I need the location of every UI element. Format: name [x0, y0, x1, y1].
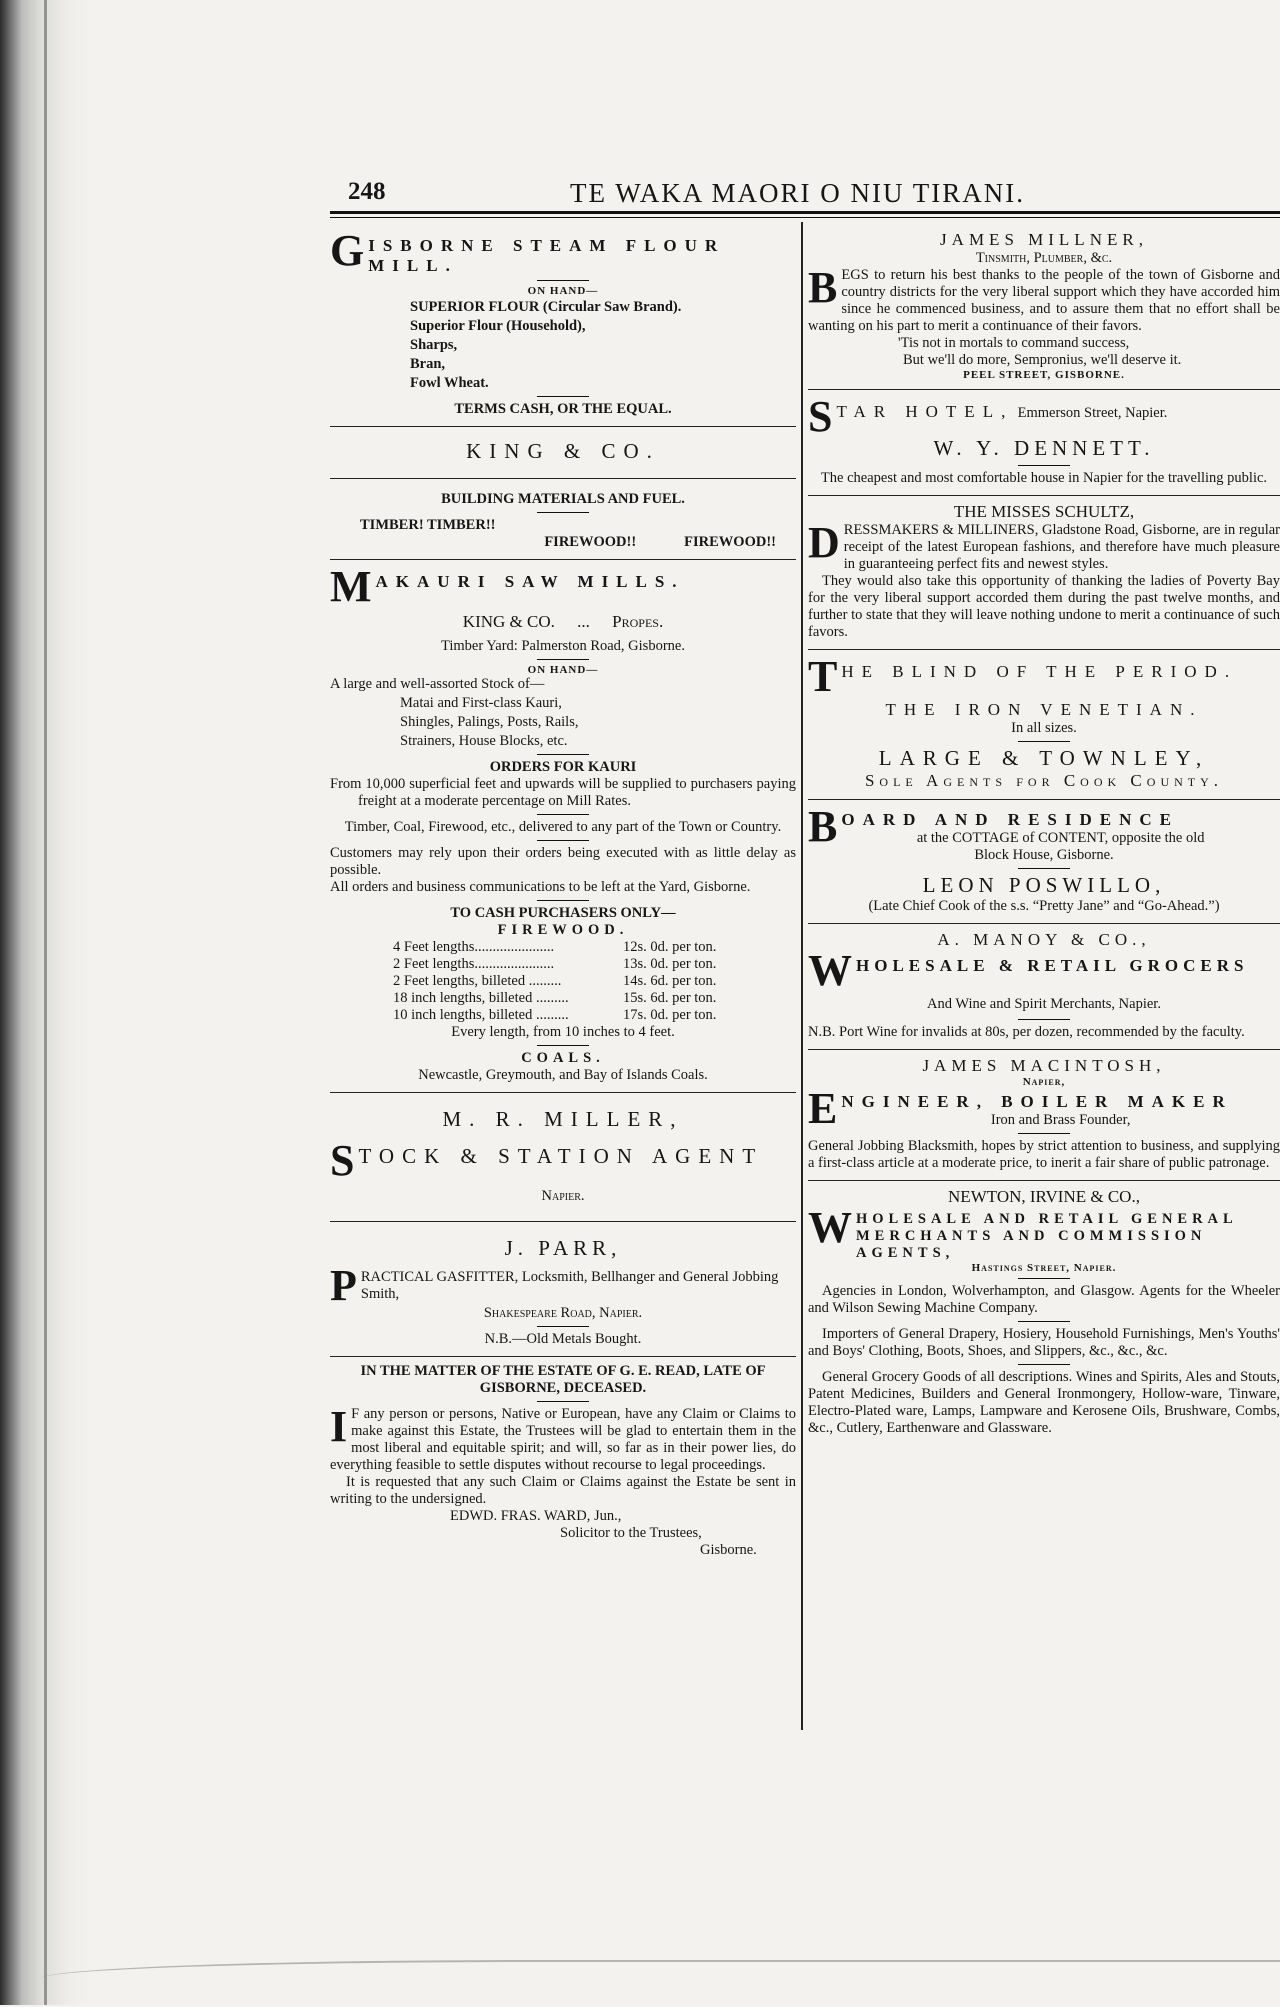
- price-value: 15s. 6d. per ton.: [623, 990, 717, 1006]
- drop-cap: T: [808, 652, 838, 701]
- place: Napier.: [541, 1188, 585, 1204]
- proprietor: LEON POSWILLO,: [922, 873, 1166, 897]
- price-row: [330, 939, 796, 956]
- ad-gisborne-flour-mill: [330, 224, 796, 427]
- ad-title: HE BLIND OF THE PERIOD.: [841, 662, 1238, 681]
- stock-intro: A large and well-assorted Stock of—: [330, 676, 545, 692]
- ad-read-estate: [330, 1357, 796, 1567]
- list-item: Sharps,: [410, 337, 458, 353]
- trader-name: A. MANOY & CO.,: [937, 930, 1151, 949]
- signatory-role: Solicitor to the Trustees,: [560, 1525, 702, 1541]
- ad-parr: [330, 1222, 796, 1357]
- drop-cap: B: [808, 263, 838, 312]
- ad-title: HOLESALE & RETAIL GROCERS: [856, 956, 1249, 975]
- ad-subtitle: Iron and Brass Founder,: [990, 1112, 1131, 1128]
- agent-name: M. R. MILLER,: [442, 1107, 684, 1131]
- ad-manoy: [808, 924, 1280, 1050]
- signatory-place: Gisborne.: [700, 1542, 757, 1558]
- drop-cap: I: [330, 1402, 348, 1451]
- on-hand-label: ON HAND—: [527, 664, 599, 676]
- orders-text: From 10,000 superficial feet and upwards will be supplied to purchasers paying freight at a moderate percentage on Mill Rates.: [330, 776, 796, 809]
- list-item: SUPERIOR FLOUR (Circular Saw Brand).: [410, 299, 682, 315]
- page-title: TE WAKA MAORI O NIU TIRANI.: [570, 178, 1025, 208]
- notice-heading: IN THE MATTER OF THE ESTATE OF G. E. READ, LATE OF GISBORNE, DECEASED.: [360, 1363, 766, 1396]
- binding-line: [44, 0, 47, 2005]
- firewood-b: FIREWOOD!!: [684, 534, 776, 550]
- ad-board-residence: [808, 800, 1280, 924]
- sole-agents: Sole Agents for Cook County.: [864, 771, 1224, 790]
- price-label: 10 inch lengths, billeted .........: [393, 1007, 569, 1023]
- every-length: Every length, from 10 inches to 4 feet.: [451, 1024, 675, 1040]
- price-label: 18 inch lengths, billeted .........: [393, 990, 569, 1006]
- list-item: Bran,: [410, 356, 446, 372]
- props-name: KING & CO.: [462, 612, 555, 631]
- trade: Tinsmith, Plumber, &c.: [975, 250, 1113, 266]
- orders-heading: ORDERS FOR KAURI: [489, 759, 637, 775]
- price-row: [330, 956, 796, 973]
- price-value: 14s. 6d. per ton.: [623, 973, 717, 989]
- cash-heading: TO CASH PURCHASERS ONLY—: [450, 905, 676, 921]
- props-dots: ...: [577, 612, 590, 631]
- price-value: 17s. 0d. per ton.: [623, 1007, 717, 1023]
- timber-line: TIMBER! TIMBER!!: [360, 517, 496, 533]
- drop-cap: B: [808, 802, 838, 851]
- hotel-location: Emmerson Street, Napier.: [1017, 405, 1168, 421]
- ad-title: TAR HOTEL,: [836, 402, 1014, 421]
- ad-text: at the COTTAGE of CONTENT, opposite the old: [916, 830, 1205, 846]
- ad-makauri-saw-mills: [330, 560, 796, 1093]
- signatory: EDWD. FRAS. WARD, Jun.,: [450, 1508, 622, 1524]
- price-row: [330, 973, 796, 990]
- ad-text: EGS to return his best thanks to the people of the town of Gisborne and country districts for the very liberal support which they have accorded him since he commenced business, and to assure them that no effort shall be wanting on his part to merit a continuance of their favors.: [808, 267, 1280, 334]
- coals-text: Newcastle, Greymouth, and Bay of Islands Coals.: [418, 1067, 708, 1083]
- drop-cap: W: [808, 1203, 852, 1252]
- ad-subtitle: THE IRON VENETIAN.: [885, 700, 1203, 719]
- price-row: [330, 990, 796, 1007]
- list-item: Superior Flour (Household),: [410, 318, 586, 334]
- price-label: 2 Feet lengths......................: [393, 956, 555, 972]
- header-rule: [330, 211, 1280, 214]
- stock-item: Matai and First-class Kauri,: [400, 695, 562, 711]
- ad-miller: [330, 1093, 796, 1222]
- agents-name: LARGE & TOWNLEY,: [878, 746, 1210, 770]
- ad-title: ISBORNE STEAM FLOUR MILL.: [368, 236, 726, 275]
- trader-name: J. PARR,: [504, 1236, 622, 1260]
- firewood-heading: FIREWOOD.: [497, 922, 629, 938]
- price-label: 4 Feet lengths......................: [393, 939, 555, 955]
- nb-text: N.B. Port Wine for invalids at 80s, per dozen, recommended by the faculty.: [808, 1024, 1245, 1040]
- ad-text: General Jobbing Blacksmith, hopes by strict attention to business, and supplying a first-class article at a moderate price, to inerit a fair share of public patronage.: [808, 1138, 1280, 1171]
- section-heading: BUILDING MATERIALS AND FUEL.: [441, 491, 685, 507]
- address: PEEL STREET, GISBORNE.: [963, 369, 1125, 381]
- drop-cap: W: [808, 946, 852, 995]
- drop-cap: S: [330, 1136, 355, 1185]
- ad-title: TOCK & STATION AGENT: [358, 1144, 764, 1168]
- props-label: Propes.: [612, 612, 664, 631]
- right-column: [808, 224, 1280, 1445]
- ad-title: OARD AND RESIDENCE: [841, 810, 1179, 829]
- ad-blind: [808, 650, 1280, 800]
- ad-newton-irvine: [808, 1181, 1280, 1445]
- ad-macintosh: [808, 1050, 1280, 1181]
- ad-text: General Grocery Goods of all descriptions. Wines and Spirits, Ales and Stouts, Patent Medicines, Builders and General Ironmongery, Hollow-ware, Tinware, Electro-Plated ware, Lamps, Lampware and Kerosene Oils, Brushware, Combs, &c., Cutlery, Earthenware and Glassware.: [808, 1369, 1280, 1436]
- notice-text: It is requested that any such Claim or Claims against the Estate be sent in writing to the undersigned.: [330, 1474, 796, 1507]
- trader-name: NEWTON, IRVINE & CO.,: [948, 1187, 1140, 1206]
- trader-name: THE MISSES SCHULTZ,: [953, 502, 1135, 521]
- ad-text: Block House, Gisborne.: [974, 847, 1114, 863]
- header-rule-thin: [330, 217, 1280, 218]
- place: Napier,: [1022, 1076, 1066, 1088]
- page-curl: [40, 1960, 1280, 2007]
- orders-location: All orders and business communications to be left at the Yard, Gisborne.: [330, 879, 751, 895]
- price-value: 12s. 0d. per ton.: [623, 939, 717, 955]
- ad-text: RESSMAKERS & MILLINERS, Gladstone Road, Gisborne, are in regular receipt of the latest European fashions, and therefore have much pleasure in guaranteeing perfect fits and newest styles.: [843, 522, 1280, 572]
- on-hand-label: ON HAND—: [527, 285, 599, 297]
- ad-millner: [808, 224, 1280, 390]
- drop-cap: G: [330, 226, 365, 275]
- delivery-text: Timber, Coal, Firewood, etc., delivered to any part of the Town or Country.: [344, 819, 782, 835]
- drop-cap: D: [808, 518, 840, 567]
- price-value: 13s. 0d. per ton.: [623, 956, 717, 972]
- ad-text: Agencies in London, Wolverhampton, and Glasgow. Agents for the Wheeler and Wilson Sewing Machine Company.: [808, 1283, 1280, 1316]
- trader-name: JAMES MACINTOSH,: [922, 1056, 1166, 1075]
- ad-subtitle: And Wine and Spirit Merchants, Napier.: [927, 996, 1161, 1012]
- address: Hastings Street, Napier.: [971, 1262, 1117, 1274]
- ad-title: NGINEER, BOILER MAKER: [841, 1092, 1233, 1111]
- stock-item: Shingles, Palings, Posts, Rails,: [400, 714, 579, 730]
- ad-star-hotel: [808, 390, 1280, 496]
- address: Shakespeare Road, Napier.: [483, 1305, 643, 1321]
- firewood-a: FIREWOOD!!: [544, 534, 637, 550]
- price-row: [330, 1007, 796, 1024]
- price-label: 2 Feet lengths, billeted .........: [393, 973, 562, 989]
- quote-line: But we'll do more, Sempronius, we'll deserve it.: [903, 352, 1182, 368]
- ad-text: Importers of General Drapery, Hosiery, Household Furnishings, Men's Youths' and Boys' Clothing, Boots, Shoes, and Slippers, &c., &c., &c.: [808, 1326, 1280, 1359]
- page-number: 248: [348, 178, 386, 205]
- left-column: [330, 224, 796, 1567]
- ad-text: The cheapest and most comfortable house in Napier for the travelling public.: [820, 470, 1268, 486]
- customers-text: Customers may rely upon their orders being executed with as little delay as possible.: [330, 845, 796, 878]
- ad-text: RACTICAL GASFITTER, Locksmith, Bellhanger and General Jobbing Smith,: [360, 1269, 779, 1302]
- terms-text: TERMS CASH, OR THE EQUAL.: [454, 401, 672, 417]
- column-divider: [801, 222, 803, 1730]
- coals-heading: COALS.: [521, 1050, 605, 1066]
- company-name: KING & CO.: [466, 439, 660, 463]
- sizes: In all sizes.: [1011, 720, 1077, 736]
- ad-king-co: [330, 427, 796, 479]
- ad-title: AKAURI SAW MILLS.: [375, 572, 685, 591]
- ad-title: HOLESALE AND RETAIL GENERAL MERCHANTS AND COMMISSION AGENTS,: [856, 1211, 1237, 1261]
- drop-cap: S: [808, 392, 833, 441]
- proprietor: W. Y. DENNETT.: [933, 436, 1155, 460]
- drop-cap: P: [330, 1261, 357, 1310]
- trader-name: JAMES MILLNER,: [940, 230, 1148, 249]
- ad-building-materials: [330, 479, 796, 560]
- notice-text: F any person or persons, Native or European, have any Claim or Claims to make against this Estate, the Trustees will be glad to entertain them in the most liberal and equitable spirit; and will, so far as in their power lies, do everything feasible to settle disputes without recourse to legal proceedings.: [330, 1406, 796, 1473]
- list-item: Fowl Wheat.: [410, 375, 489, 391]
- nb-text: N.B.—Old Metals Bought.: [484, 1331, 642, 1347]
- proprietor-note: (Late Chief Cook of the s.s. “Pretty Jane” and “Go-Ahead.”): [868, 898, 1220, 914]
- drop-cap: M: [330, 562, 372, 611]
- ad-text: They would also take this opportunity of thanking the ladies of Poverty Bay for the very liberal support accorded them during the past twelve months, and further to state that they will leave nothing undone to merit a continuance of such favors.: [808, 573, 1280, 640]
- quote-line: 'Tis not in mortals to command success,: [898, 335, 1130, 351]
- timber-yard: Timber Yard: Palmerston Road, Gisborne.: [441, 638, 685, 654]
- ad-schultz: [808, 496, 1280, 650]
- drop-cap: E: [808, 1084, 838, 1133]
- stock-item: Strainers, House Blocks, etc.: [400, 733, 568, 749]
